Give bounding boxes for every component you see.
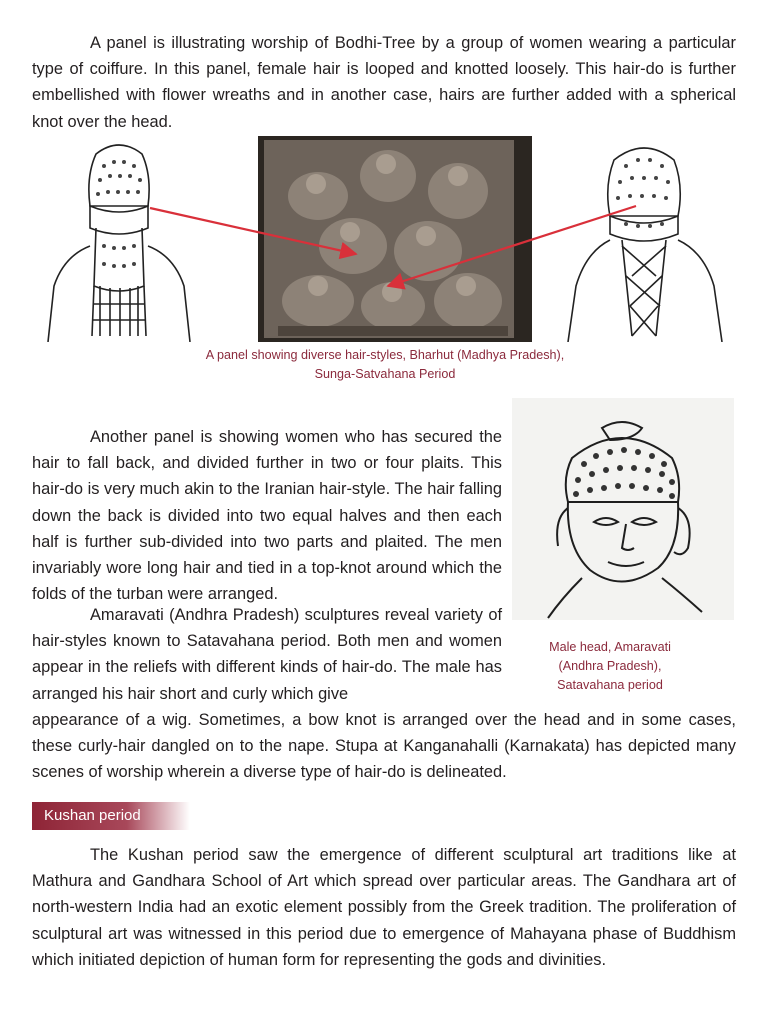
paragraph-amaravati-part2: appearance of a wig. Sometimes, a bow knot is arranged over the head and in some cases, these curly-hair dangled on to the nape. Stupa at Kanganahalli (Karnakata) has depicted many scenes of worship wherein a diverse type of hair-do is delineated. bbox=[32, 711, 736, 782]
section-title: Kushan period bbox=[44, 807, 141, 824]
section-header-kushan bbox=[32, 802, 190, 830]
caption-bharhut-panel bbox=[150, 346, 620, 384]
caption-bharhut-line1: A panel showing diverse hair-styles, Bharhut (Madhya Pradesh), bbox=[205, 348, 565, 362]
paragraph-bodhi-tree-worship: A panel is illustrating worship of Bodhi-Tree by a group of women wearing a particular type of coiffure. In this panel, female hair is looped and knotted loosely. This hair-do is further embellished with flower wreaths and in another case, hairs are further added with a spherical knot over the head. bbox=[32, 34, 736, 131]
paragraph-amaravati-part1: Amaravati (Andhra Pradesh) sculptures reveal variety of hair-styles known to Satavahana period. Both men and women appear in the reliefs with different kinds of hair-do. The male has arranged his hair short and curly which give bbox=[32, 606, 502, 703]
sketch-braided-coiffure bbox=[556, 136, 734, 342]
caption-bharhut-line2: Sunga-Satvahana Period bbox=[314, 367, 456, 381]
sketch-looped-coiffure bbox=[34, 136, 204, 342]
sketch-male-head-amaravati bbox=[512, 398, 734, 620]
caption-male-line1: Male head, Amaravati bbox=[549, 640, 671, 654]
caption-male-line2: (Andhra Pradesh), bbox=[558, 659, 662, 673]
caption-male-line3: Satavahana period bbox=[557, 678, 663, 692]
sketch-looped-coiffure-drawing bbox=[34, 136, 204, 342]
bharhut-relief-panel-drawing bbox=[258, 136, 532, 342]
bharhut-relief-panel-photo bbox=[258, 136, 532, 342]
sketch-male-head-drawing bbox=[512, 398, 734, 620]
sketch-braided-coiffure-drawing bbox=[556, 136, 734, 342]
caption-male-head bbox=[510, 638, 710, 695]
paragraph-kushan-period: The Kushan period saw the emergence of different sculptural art traditions like at Mathura and Gandhara School of Art which spread over particular areas. The Gandhara art of north-western India had an exotic element possibly from the Greek tradition. The proliferation of sculptural art was witnessed in this period due to emergence of Mahayana phase of Buddhism which initiated depiction of human form for representing the gods and divinities. bbox=[32, 846, 736, 969]
paragraph-plaited-hair: Another panel is showing women who has secured the hair to fall back, and divided further in two or four plaits. This hair-do is very much akin to the Iranian hair-style. The hair falling down the back is divided into two equal halves and then each half is further sub-divided into two parts and plaited. The men invariably wore long hair and tied in a top-knot around which the folds of the turban were arranged. bbox=[32, 428, 502, 604]
